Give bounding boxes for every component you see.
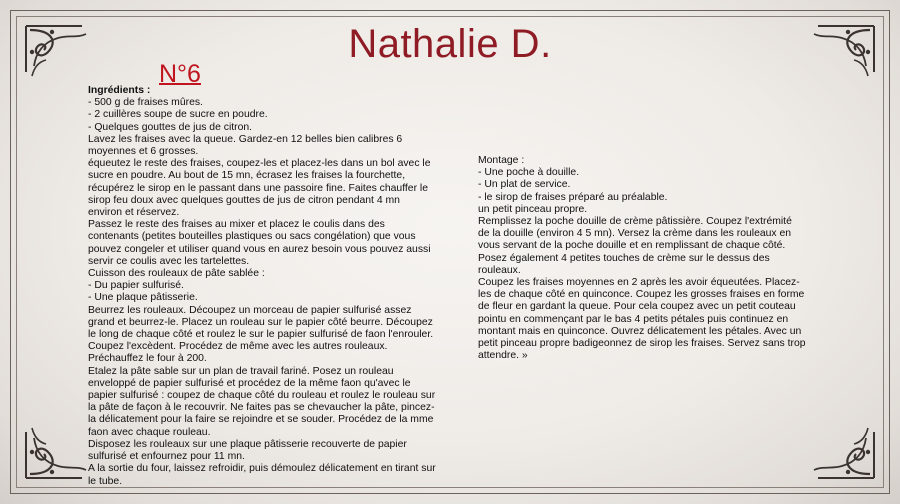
text-line: grand et beurrez-le. Placez un rouleau sur le papier côté beurre. Découpez (88, 316, 433, 328)
text-line: - Quelques gouttes de jus de citron. (88, 121, 253, 133)
text-line: attendre. » (478, 350, 528, 362)
text-line: - le sirop de fraises préparé au préalable. (478, 191, 668, 203)
text-line: récupérez le sirop en le passant dans une passoire fine. Faites chauffer le (88, 182, 429, 194)
text-line: Etalez la pâte sable sur un plan de travail fariné. Posez un rouleau (88, 365, 394, 377)
text-line: Disposez les rouleaux sur une plaque pâtisserie recouverte de papier (88, 438, 407, 450)
text-line: faon avec chaque rouleau. (88, 426, 211, 438)
text-line: pointu en commençant par le bas 4 petits pétales puis continuez en (478, 313, 789, 325)
text-line: le long de chaque côté et roulez le sur le papier sulfurisé de faon l'enrouler. (88, 329, 434, 341)
text-line: servir ce coulis avec les tartelettes. (88, 255, 250, 267)
text-line: Remplissez la poche douille de crème pâtissière. Coupez l'extrémité (478, 216, 792, 228)
text-line: Ingrédients : (88, 85, 151, 96)
text-line: contenants (petites bouteilles plastiques ou sacs congélation) que vous (88, 231, 416, 243)
text-line: Beurrez les rouleaux. Découpez un morceau de papier sulfurisé assez (88, 304, 412, 316)
text-line: sirop feu doux avec quelques gouttes de jus de citron pendant 4 mn (88, 194, 400, 206)
page-title: Nathalie D. (348, 22, 552, 66)
text-line: de fleur en gardant la queue. Pour cela coupez avec un petit couteau (478, 301, 796, 313)
assembly-column (478, 155, 806, 362)
text-line: Coupez l'excèdent. Procédez de même avec les autres rouleaux. (88, 341, 388, 353)
text-line: la pâte de façon à le recouvrir. Ne faites pas se chevaucher la pâte, pincez- (88, 402, 435, 414)
text-line: - Une plaque pâtisserie. (88, 292, 198, 304)
text-line: Cuisson des rouleaux de pâte sablée : (88, 268, 265, 280)
text-line: enveloppé de papier sulfurisé et procédez de la même faon qu'avec le (88, 377, 411, 389)
text-line: montant mais en quinconce. Ouvrez délicatement les pétales. Avec un (478, 325, 802, 337)
corner-ornament-bottom-right (808, 422, 878, 482)
text-line: équeutez le reste des fraises, coupez-les et placez-les dans un bol avec le (88, 158, 431, 170)
text-line: - Un plat de service. (478, 179, 571, 191)
text-line: Montage : (478, 155, 525, 166)
text-line: sulfurisé et enfournez pour 11 mn. (88, 451, 245, 463)
recipe-number: N°6 (159, 60, 201, 88)
text-line: vous servant de la poche douille et en remplissant de chaque côté. (478, 240, 786, 252)
text-line: un petit pinceau propre. (478, 203, 588, 215)
text-line: papier sulfurisé : coupez de chaque côté du rouleau et roulez le rouleau sur (88, 390, 436, 402)
text-line: le tube. (88, 475, 123, 487)
text-line: sucre en poudre. Au bout de 15 mn, écrasez les fraises la fourchette, (88, 170, 406, 182)
text-line: la délicatement pour la faire se rejoindre et se souder. Procédez de la mme (88, 414, 434, 426)
text-line: rouleaux. (478, 264, 521, 276)
text-line: les de chaque côté en quinconce. Coupez les grosses fraises en forme (478, 289, 805, 301)
ingredients-column (88, 85, 436, 488)
text-line: Préchauffez le four à 200. (88, 353, 207, 365)
text-line: environ et réservez. (88, 207, 180, 219)
text-line: petit pinceau propre badigeonnez de sirop les fraises. Servez sans trop (478, 338, 806, 350)
text-line: Lavez les fraises avec la queue. Gardez-en 12 belles bien calibres 6 (88, 133, 403, 145)
text-line: Coupez les fraises moyennes en 2 après les avoir équeutées. Placez- (478, 277, 800, 289)
text-line: Passez le reste des fraises au mixer et placez le coulis dans des (88, 219, 385, 231)
text-line: - 500 g de fraises mûres. (88, 97, 203, 109)
text-line: Posez également 4 petites touches de crème sur le dessus des (478, 252, 770, 264)
corner-ornament-bottom-left (22, 422, 92, 482)
text-line: pouvez congeler et utiliser quand vous en aurez besoin vous pouvez aussi (88, 243, 431, 255)
text-line: - Du papier sulfurisé. (88, 280, 184, 292)
text-line: - 2 cuillères soupe de sucre en poudre. (88, 109, 268, 121)
text-line: moyennes et 6 grosses. (88, 146, 199, 158)
text-line: - Une poche à douille. (478, 167, 580, 179)
text-line: A la sortie du four, laissez refroidir, puis démoulez délicatement en tirant sur (88, 463, 436, 475)
text-line: de la douille (environ 4 5 mn). Versez la crème dans les rouleaux en (478, 228, 792, 240)
